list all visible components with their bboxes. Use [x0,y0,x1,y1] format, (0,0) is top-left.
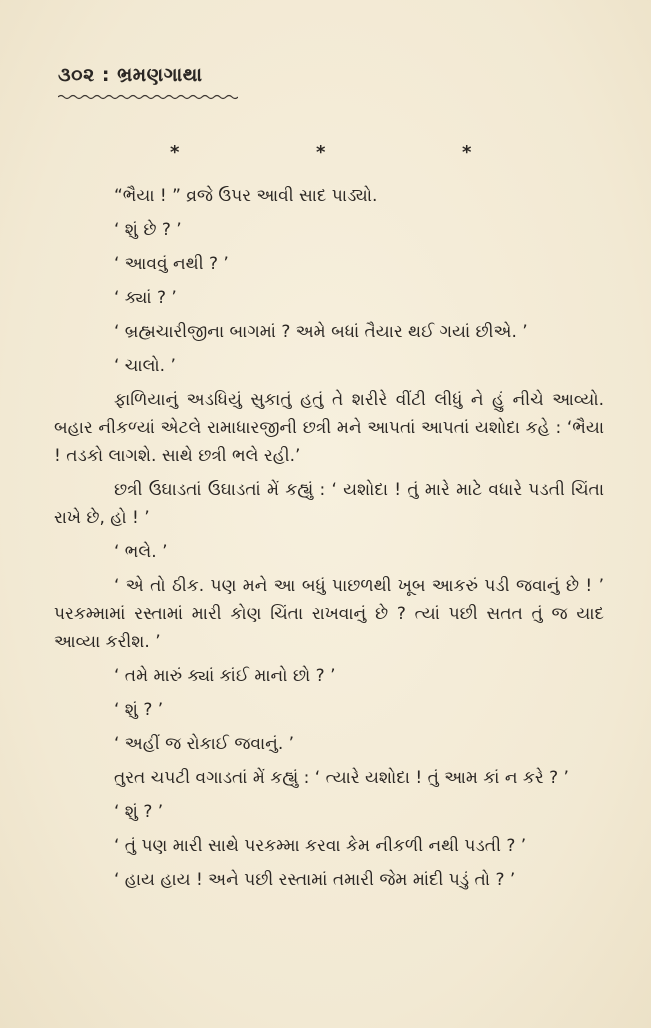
paragraph: “ભૈયા ! ” વ્રજે ઉપર આવી સાદ પાડ્યો. [114,186,378,206]
body-text [54,182,604,900]
paragraph: ‘ શું ? ’ [114,700,164,720]
header-wavy-underline [58,94,238,100]
paragraph: તુરત ચપટી વગાડતાં મેં કહ્યું : ‘ ત્યારે યશોદા ! તું આમ કાં ન કરે ? ’ [114,768,569,788]
paragraph: છત્રી ઉઘાડતાં ઉઘાડતાં મેં કહ્યું : ‘ યશોદા ! તું મારે માટે વધારે પડતી ચિંતા રાખે છે, હો ! ’ [54,480,604,528]
paragraph: ‘ હાય હાય ! અને પછી રસ્તામાં તમારી જેમ માંદી પડું તો ? ’ [114,870,516,890]
paragraph: ‘ ભલે. ’ [114,542,168,562]
paragraph: ‘ તું પણ મારી સાથે પરકમ્મા કરવા કેમ નીકળી નથી પડતી ? ’ [114,836,527,856]
paragraph: ‘ શું છે ? ’ [114,220,182,240]
paragraph: ફાળિયાનું અડધિયું સુકાતું હતું તે શરીરે વીંટી લીધું ને હું નીચે આવ્યો. બહાર નીકળ્યાં એટલે રામાધારજીની છત્રી મને આપતાં આપતાં યશોદા કહે : ‘ભૈયા ! તડકો લાગશે. સાથે છત્રી ભલે રહી.’ [54,390,604,466]
paragraph: ‘ બ્રહ્મચારીજીના બાગમાં ? અમે બધાં તૈયાર થઈ ગયાં છીએ. ’ [114,322,528,342]
paragraph: ‘ આવવું નથી ? ’ [114,254,229,274]
running-header: ૩૦૨ : ભ્રમણગાથા [58,64,203,86]
paragraph: ‘ શું ? ’ [114,802,164,822]
paragraph: ‘ તમે મારું ક્યાં કાંઈ માનો છો ? ’ [114,666,336,686]
section-divider [0,142,651,166]
divider-star: * [462,142,472,163]
paragraph: ‘ એ તો ઠીક. પણ મને આ બધું પાછળથી ખૂબ આકરું પડી જવાનું છે ! ’ પરકમ્મામાં રસ્તામાં મારી કોણ ચિંતા રાખવાનું છે ? ત્યાં પછી સતત તું જ યાદ આવ્યા કરીશ. ’ [54,576,604,652]
paragraph: ‘ ચાલો. ’ [114,356,176,376]
divider-star: * [316,142,326,163]
paragraph: ‘ અહીં જ રોકાઈ જવાનું. ’ [114,734,295,754]
paragraph: ‘ ક્યાં ? ’ [114,288,177,308]
divider-star: * [170,142,180,163]
